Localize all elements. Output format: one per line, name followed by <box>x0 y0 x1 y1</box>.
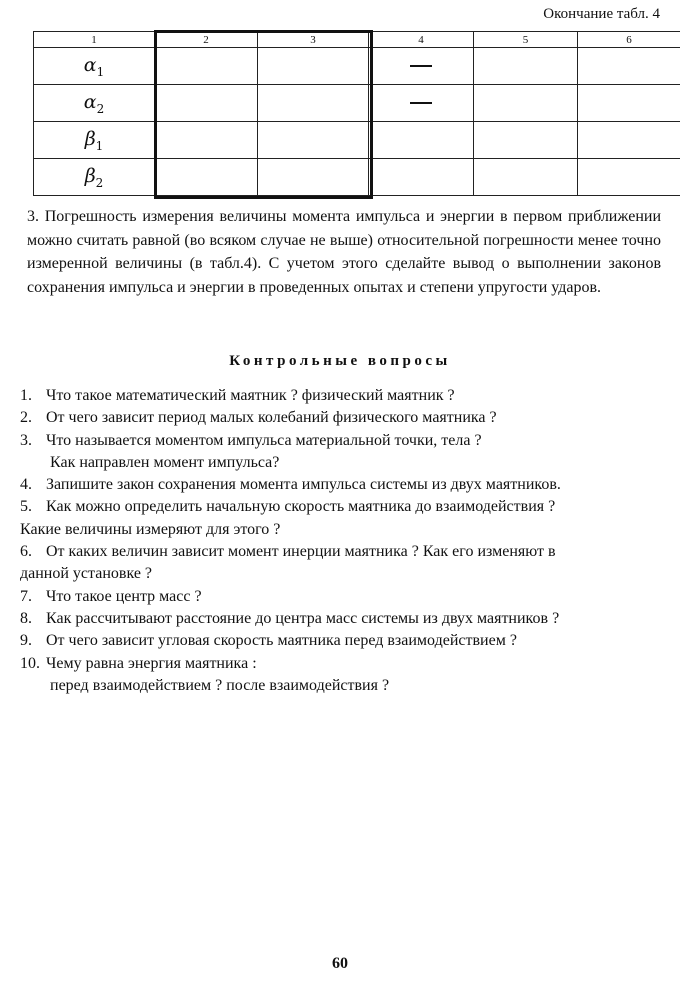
table-cell <box>155 159 258 196</box>
question-text: От чего зависит период малых колебаний физического маятника ? <box>46 409 497 427</box>
table-cell <box>369 122 474 159</box>
question-text: перед взаимодействием ? после взаимодействия ? <box>50 676 390 694</box>
table-caption: Окончание табл. 4 <box>543 6 660 22</box>
table-cell <box>474 159 578 196</box>
question-text: Что такое центр масс ? <box>46 587 202 605</box>
question-continuation <box>20 563 670 585</box>
symbol-subscript: 2 <box>95 175 104 190</box>
table-cell <box>258 159 369 196</box>
question-number: 8. <box>20 609 32 627</box>
table-cell <box>474 85 578 122</box>
question-number: 7. <box>20 587 32 605</box>
header-cell: 5 <box>474 32 578 48</box>
header-cell: 1 <box>34 32 155 48</box>
question-number: 4. <box>20 476 32 494</box>
question-number: 9. <box>20 632 32 650</box>
question-text: Какие величины измеряют для этого ? <box>20 520 281 538</box>
question-item <box>20 407 670 429</box>
question-text: От каких величин зависит момент инерции маятника ? Как его изменяют в <box>46 543 556 561</box>
symbol-letter: β <box>84 164 96 187</box>
table-cell <box>369 159 474 196</box>
header-cell: 6 <box>578 32 680 48</box>
question-number: 1. <box>20 387 32 404</box>
row-symbol <box>83 53 105 79</box>
table-cell <box>578 122 680 159</box>
question-number: 2. <box>20 409 32 427</box>
table-cell <box>155 48 258 85</box>
section-heading: Контрольные вопросы <box>229 353 451 369</box>
row-symbol <box>83 90 105 116</box>
results-table <box>33 31 680 196</box>
table-header-row <box>34 32 680 48</box>
row-symbol <box>84 127 104 153</box>
question-text: Что называется моментом импульса материальной точки, тела ? <box>46 431 482 449</box>
symbol-subscript: 2 <box>96 101 105 116</box>
question-text: данной установке ? <box>20 565 153 583</box>
header-cell: 3 <box>258 32 369 48</box>
question-text: От чего зависит угловая скорость маятника перед взаимодействием ? <box>46 632 517 650</box>
page-number: 60 <box>332 955 348 972</box>
question-continuation <box>20 519 670 541</box>
question-list <box>20 385 670 697</box>
table-cell <box>578 159 680 196</box>
question-text: Как можно определить начальную скорость маятника до взаимодействия ? <box>46 498 556 516</box>
table-cell <box>578 48 680 85</box>
question-item <box>20 630 670 652</box>
table-row <box>34 48 680 85</box>
dash-mark <box>410 65 432 67</box>
question-item <box>20 496 670 518</box>
dash-cell <box>369 85 474 122</box>
symbol-letter: α <box>83 90 97 113</box>
table-cell <box>258 85 369 122</box>
table-row <box>34 85 680 122</box>
question-item <box>20 385 670 407</box>
question-number: 6. <box>20 543 32 561</box>
question-number: 3. <box>20 431 32 449</box>
table-cell <box>258 48 369 85</box>
table-cell <box>474 48 578 85</box>
question-text: Запишите закон сохранения момента импульса системы из двух маятников. <box>46 476 561 494</box>
row-symbol-cell <box>34 122 155 159</box>
question-text: Как направлен момент импульса? <box>50 453 280 471</box>
table-cell <box>258 122 369 159</box>
question-continuation <box>20 452 670 474</box>
table-cell <box>155 85 258 122</box>
table-row <box>34 122 680 159</box>
question-continuation <box>20 675 670 697</box>
question-item <box>20 653 670 675</box>
header-cell: 2 <box>155 32 258 48</box>
instruction-paragraph: 3. Погрешность измерения величины момента импульса и энергии в первом приближении можно считать равной (во всяком случае не выше) относительной погрешности менее точно измеренной величины (в табл.4). С учетом этого сделайте вывод о выполнении законов сохранения импульса и энергии в проведенных опытах и степени упругости ударов. <box>27 208 661 296</box>
question-number: 5. <box>20 498 32 516</box>
row-symbol-cell <box>34 85 155 122</box>
table-cell <box>578 85 680 122</box>
row-symbol-cell <box>34 159 155 196</box>
dash-mark <box>410 102 432 104</box>
table-cell <box>155 122 258 159</box>
symbol-subscript: 1 <box>96 64 105 79</box>
question-text: Чему равна энергия маятника : <box>46 654 257 672</box>
question-item <box>20 474 670 496</box>
question-text: Как рассчитывают расстояние до центра масс системы из двух маятников ? <box>46 609 560 627</box>
row-symbol <box>84 164 104 190</box>
question-item <box>20 608 670 630</box>
question-item <box>20 430 670 452</box>
symbol-letter: α <box>83 53 97 76</box>
symbol-subscript: 1 <box>95 138 104 153</box>
header-cell: 4 <box>369 32 474 48</box>
question-text: Что такое математический маятник ? физический маятник ? <box>46 387 455 404</box>
symbol-letter: β <box>84 127 96 150</box>
table-row <box>34 159 680 196</box>
dash-cell <box>369 48 474 85</box>
question-item <box>20 541 670 563</box>
question-item <box>20 586 670 608</box>
table-cell <box>474 122 578 159</box>
row-symbol-cell <box>34 48 155 85</box>
question-number: 10. <box>20 654 40 672</box>
